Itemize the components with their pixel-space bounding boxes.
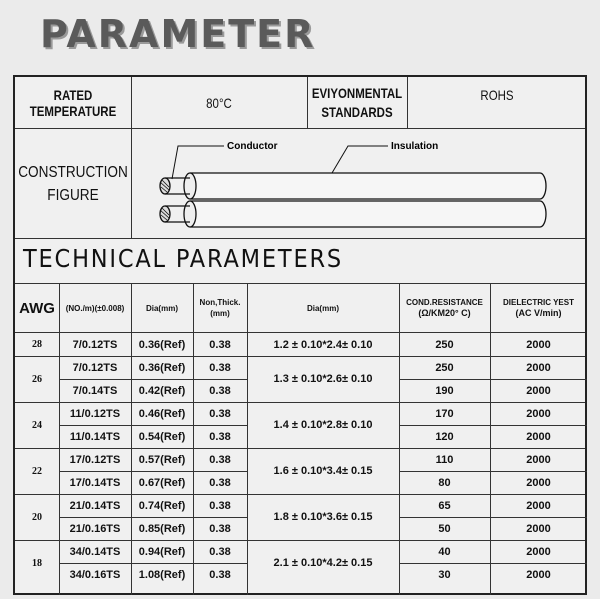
overall-diameter-cell: 1.6 ± 0.10*3.4± 0.15 <box>273 465 373 477</box>
overall-diameter-cell: 2.1 ± 0.10*4.2± 0.15 <box>273 557 373 569</box>
diel-cell: 2000 <box>526 361 551 374</box>
header-dielectric <box>490 284 587 332</box>
res-cell: 110 <box>435 453 454 466</box>
no-cell: 17/0.14TS <box>69 476 121 489</box>
diel-cell: 2000 <box>526 545 551 558</box>
parameter-sheet <box>13 75 587 595</box>
awg-cell: 20 <box>32 511 42 523</box>
conductor-label: Conductor <box>227 141 278 152</box>
diel-cell: 2000 <box>526 407 551 420</box>
rated-temperature-label: RATED TEMPERATURE <box>29 86 117 119</box>
res-cell: 190 <box>435 384 454 397</box>
thick-cell: 0.38 <box>209 545 231 558</box>
header-thickness-line1: Non,Thick. <box>199 298 241 307</box>
diel-cell: 2000 <box>526 453 551 466</box>
technical-parameters-title: TECHNICAL PARAMETERS <box>23 244 343 273</box>
awg-cell: 22 <box>32 465 42 477</box>
overall-diameter-cell: 1.8 ± 0.10*3.6± 0.15 <box>273 511 373 523</box>
diel-cell: 2000 <box>526 522 551 535</box>
thick-cell: 0.38 <box>209 453 231 466</box>
no-cell: 11/0.12TS <box>69 407 121 420</box>
construction-label-line2: FIGURE <box>47 186 99 204</box>
overall-diameter-cell: 1.2 ± 0.10*2.4± 0.10 <box>273 338 373 351</box>
insulation-leader <box>332 146 388 173</box>
header-resistance <box>399 284 490 332</box>
res-cell: 250 <box>435 361 454 374</box>
diel-cell: 2000 <box>526 430 551 443</box>
dia-cell: 0.46(Ref) <box>138 407 186 420</box>
res-cell: 170 <box>435 407 454 420</box>
dia-cell: 0.67(Ref) <box>138 476 186 489</box>
table-header <box>15 283 585 333</box>
awg-cell: 28 <box>32 339 42 350</box>
diel-cell: 2000 <box>526 384 551 397</box>
technical-parameters-table <box>15 283 585 595</box>
technical-parameters-heading-row <box>15 239 585 283</box>
thick-cell: 0.38 <box>209 430 231 443</box>
info-row <box>15 77 585 129</box>
header-dielectric-line1: DIELECTRIC YEST <box>503 298 574 307</box>
header-dielectric-line2: (AC V/min) <box>515 308 562 318</box>
header-thickness <box>193 284 247 332</box>
header-dia: Dia(mm) <box>145 303 178 313</box>
dia-cell: 0.36(Ref) <box>138 338 186 351</box>
construction-figure-label <box>18 129 128 238</box>
diel-cell: 2000 <box>526 338 551 351</box>
thick-cell: 0.38 <box>209 568 231 581</box>
header-resistance-line2: (Ω/KM20° C) <box>418 308 471 318</box>
header-dia2: Dia(mm) <box>306 303 339 313</box>
no-cell: 21/0.16TS <box>69 522 121 535</box>
diel-cell: 2000 <box>526 476 551 489</box>
header-no-m: (NO./m)(±0.008) <box>65 303 125 313</box>
res-cell: 80 <box>438 476 451 489</box>
rated-temperature-value: 80°C <box>206 94 232 111</box>
construction-label-line1: CONSTRUCTION <box>18 163 128 181</box>
dia-cell: 0.74(Ref) <box>138 499 186 512</box>
overall-diameter-cell: 1.4 ± 0.10*2.8± 0.10 <box>273 419 373 431</box>
cable-drawing <box>132 129 587 237</box>
upper-cable <box>160 173 546 199</box>
environmental-standards-value: ROHS <box>480 87 514 103</box>
res-cell: 40 <box>438 545 451 558</box>
dia-cell: 0.57(Ref) <box>138 453 186 466</box>
header-resistance-line1: COND.RESISTANCE <box>406 298 483 307</box>
no-cell: 11/0.14TS <box>69 430 121 443</box>
res-cell: 65 <box>438 499 451 512</box>
no-cell: 21/0.14TS <box>69 499 121 512</box>
header-awg: AWG <box>19 299 55 317</box>
insulation-label: Insulation <box>391 141 439 152</box>
construction-row <box>15 129 585 239</box>
thick-cell: 0.38 <box>209 499 231 512</box>
thick-cell: 0.38 <box>209 384 231 397</box>
no-cell: 17/0.12TS <box>69 453 121 466</box>
overall-diameter-cell: 1.3 ± 0.10*2.6± 0.10 <box>273 373 373 385</box>
dia-cell: 0.54(Ref) <box>138 430 186 443</box>
no-cell: 34/0.14TS <box>69 545 121 558</box>
dia-cell: 0.94(Ref) <box>138 545 186 558</box>
thick-cell: 0.38 <box>209 338 231 351</box>
header-thickness-line2: (mm) <box>210 309 230 318</box>
res-cell: 120 <box>435 430 454 443</box>
awg-cell: 18 <box>32 557 42 569</box>
res-cell: 50 <box>438 522 451 535</box>
res-cell: 250 <box>435 338 454 351</box>
awg-cell: 26 <box>32 373 42 385</box>
environmental-standards-label <box>311 77 403 128</box>
no-cell: 34/0.16TS <box>69 568 121 581</box>
diel-cell: 2000 <box>526 568 551 581</box>
thick-cell: 0.38 <box>209 407 231 420</box>
page-title: PARAMETER <box>40 12 316 56</box>
awg-cell: 24 <box>32 419 42 431</box>
thick-cell: 0.38 <box>209 522 231 535</box>
thick-cell: 0.38 <box>209 476 231 489</box>
dia-cell: 0.85(Ref) <box>138 522 186 535</box>
no-cell: 7/0.14TS <box>72 384 118 397</box>
diel-cell: 2000 <box>526 499 551 512</box>
env-label-line2: STANDARDS <box>321 103 393 120</box>
res-cell: 30 <box>438 568 451 581</box>
dia-cell: 0.42(Ref) <box>138 384 186 397</box>
table-body <box>15 333 585 595</box>
env-label-line1: EVIYONMENTAL <box>311 84 403 101</box>
dia-cell: 0.36(Ref) <box>138 361 186 374</box>
lower-cable <box>160 201 546 227</box>
no-cell: 7/0.12TS <box>72 361 118 374</box>
no-cell: 7/0.12TS <box>72 338 118 351</box>
thick-cell: 0.38 <box>209 361 231 374</box>
dia-cell: 1.08(Ref) <box>138 568 186 581</box>
